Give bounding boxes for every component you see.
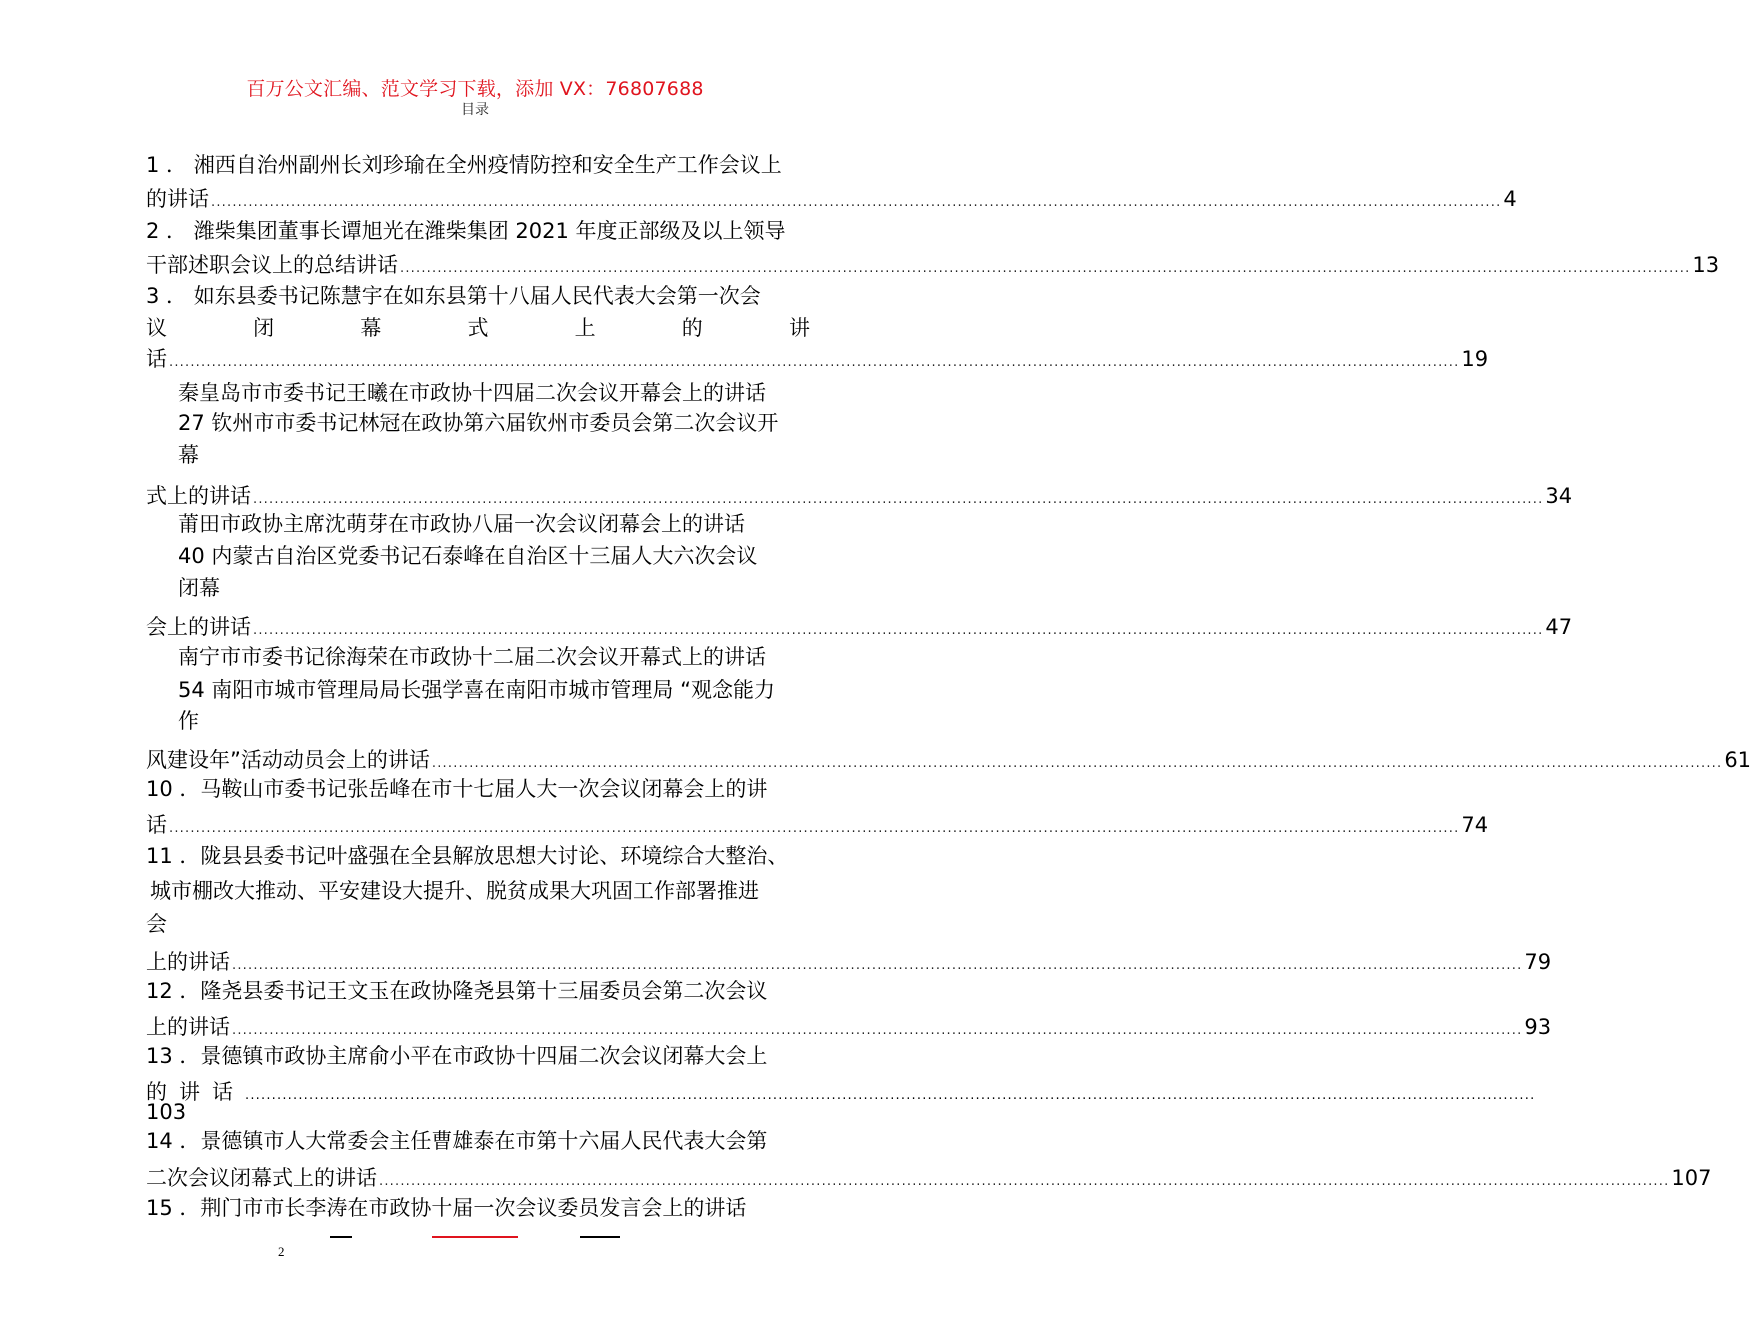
toc-entry-5-line-1[interactable]: 27 钦州市市委书记林冠在政协第六届钦州市委员会第二次会议开	[178, 411, 779, 435]
toc-entry-6-line-1[interactable]: 莆田市政协主席沈萌芽在市政协八届一次会议闭幕会上的讲话	[178, 512, 745, 536]
toc-entry-11-line-4[interactable]	[146, 947, 1552, 977]
toc-entry-9-line-2: 作	[178, 709, 199, 733]
toc-page-number: 13	[1692, 253, 1720, 277]
toc-entry-text: 风建设年”活动动员会上的讲话	[146, 748, 430, 772]
toc-entry-7-line-1[interactable]: 40 内蒙古自治区党委书记石泰峰在自治区十三届人大六次会议	[178, 544, 758, 568]
toc-entry-5-line-2: 幕	[178, 443, 199, 467]
toc-entry-9-line-3[interactable]	[146, 745, 1751, 775]
toc-page-number: 47	[1545, 615, 1573, 639]
toc-entry-4-line-1[interactable]: 秦皇岛市市委书记王曦在市政协十四届二次会议开幕会上的讲话	[178, 381, 766, 405]
dot-leader: ..................................................................................................................................................................................................................................................	[431, 756, 1723, 771]
toc-entry-15-line-1[interactable]: 15 ．荆门市市长李涛在市政协十届一次会议委员发言会上的讲话	[146, 1196, 747, 1220]
toc-entry-14-line-1: 14 ．景德镇市人大常委会主任曹雄泰在市第十六届人民代表大会第	[146, 1129, 768, 1153]
toc-entry-7-line-2: 闭幕	[178, 576, 220, 600]
toc-page-number: 34	[1545, 484, 1573, 508]
toc-entry-text: 上的讲话	[146, 1015, 230, 1039]
dot-leader: ..................................................................................................................................................................................................................................................	[169, 355, 1460, 370]
toc-entry-13-line-2[interactable]	[146, 1077, 1536, 1107]
dot-leader: ..................................................................................................................................................................................................................................................	[253, 623, 1544, 638]
justified-char: 议	[146, 316, 167, 340]
toc-entry-text: 干部述职会议上的总结讲话	[146, 253, 398, 277]
toc-entry-text: 二次会议闭幕式上的讲话	[146, 1166, 377, 1190]
page-number: 2	[278, 1244, 285, 1259]
justified-char: 的	[681, 316, 703, 340]
dot-leader: ..................................................................................................................................................................................................................................................	[245, 1088, 1536, 1103]
toc-page-number: 93	[1524, 1015, 1552, 1039]
toc-entry-13-line-1: 13 ．景德镇市政协主席俞小平在市政协十四届二次会议闭幕大会上	[146, 1044, 768, 1068]
header-banner: 百万公文汇编、范文学习下载，添加 VX：76807688	[246, 78, 704, 100]
toc-page-number: 79	[1524, 950, 1552, 974]
toc-entry-3-line-1: 3 ． 如东县委书记陈慧宇在如东县第十八届人民代表大会第一次会	[146, 284, 761, 308]
toc-page-number: 19	[1461, 347, 1489, 371]
toc-page-number: 4	[1503, 187, 1517, 211]
justified-char: 话	[212, 1080, 233, 1104]
toc-entry-11-line-3: 会	[146, 912, 167, 936]
toc-entry-text: 上的讲话	[146, 950, 230, 974]
toc-entry-text: 话	[146, 347, 167, 371]
dot-leader: ..................................................................................................................................................................................................................................................	[232, 958, 1523, 973]
toc-entry-1-line-1: 1 ． 湘西自治州副州长刘珍瑜在全州疫情防控和安全生产工作会议上	[146, 153, 782, 177]
toc-entry-text: 的讲话	[146, 187, 209, 211]
toc-entry-5-line-3[interactable]	[146, 481, 1573, 511]
toc-entry-8-line-1[interactable]: 南宁市市委书记徐海荣在市政协十二届二次会议开幕式上的讲话	[178, 645, 766, 669]
dot-leader: ..................................................................................................................................................................................................................................................	[400, 261, 1691, 276]
justified-char: 式	[467, 316, 489, 340]
toc-entry-2-line-2[interactable]	[146, 250, 1720, 280]
toc-entry-1-line-2[interactable]	[146, 184, 1517, 214]
dot-leader: ..................................................................................................................................................................................................................................................	[169, 821, 1460, 836]
justified-char: 讲	[179, 1080, 200, 1104]
toc-page-number: 103	[146, 1100, 187, 1124]
cut-off-rule-red	[432, 1236, 518, 1238]
toc-entry-11-line-2: 城市棚改大推动、平安建设大提升、脱贫成果大巩固工作部署推进	[150, 879, 759, 903]
cut-off-rule	[330, 1236, 352, 1238]
justified-char: 上	[574, 316, 596, 340]
toc-entry-12-line-2[interactable]	[146, 1012, 1552, 1042]
toc-entry-10-line-1: 10 ．马鞍山市委书记张岳峰在市十七届人大一次会议闭幕会上的讲	[146, 777, 768, 801]
toc-title: 目录	[461, 102, 489, 118]
justified-char: 闭	[253, 316, 275, 340]
toc-entry-3-line-2	[146, 313, 810, 343]
justified-char: 讲	[788, 316, 810, 340]
toc-entry-9-line-1[interactable]: 54 南阳市城市管理局局长强学喜在南阳市城市管理局 “观念能力	[178, 678, 775, 702]
justified-char: 的	[146, 1080, 167, 1104]
toc-entry-text: 式上的讲话	[146, 484, 251, 508]
dot-leader: ..................................................................................................................................................................................................................................................	[379, 1174, 1670, 1189]
toc-entry-text: 话	[146, 813, 167, 837]
dot-leader: ..................................................................................................................................................................................................................................................	[211, 195, 1502, 210]
toc-page-number: 107	[1671, 1166, 1712, 1190]
toc-entry-3-line-3[interactable]	[146, 344, 1489, 374]
toc-entry-7-line-3[interactable]	[146, 612, 1573, 642]
dot-leader: ..................................................................................................................................................................................................................................................	[232, 1023, 1523, 1038]
toc-page-number: 61	[1724, 748, 1751, 772]
toc-entry-12-line-1: 12 ．隆尧县委书记王文玉在政协隆尧县第十三届委员会第二次会议	[146, 979, 768, 1003]
toc-page-number: 74	[1461, 813, 1489, 837]
toc-entry-text: 会上的讲话	[146, 615, 251, 639]
toc-entry-14-line-2[interactable]	[146, 1163, 1712, 1193]
toc-entry-11-line-1: 11 ．陇县县委书记叶盛强在全县解放思想大讨论、环境综合大整治、	[146, 844, 789, 868]
toc-entry-2-line-1: 2 ． 潍柴集团董事长谭旭光在潍柴集团 2021 年度正部级及以上领导	[146, 219, 786, 243]
dot-leader: ..................................................................................................................................................................................................................................................	[253, 492, 1544, 507]
justified-char: 幕	[360, 316, 382, 340]
cut-off-rule	[580, 1236, 620, 1238]
toc-entry-10-line-2[interactable]	[146, 810, 1489, 840]
